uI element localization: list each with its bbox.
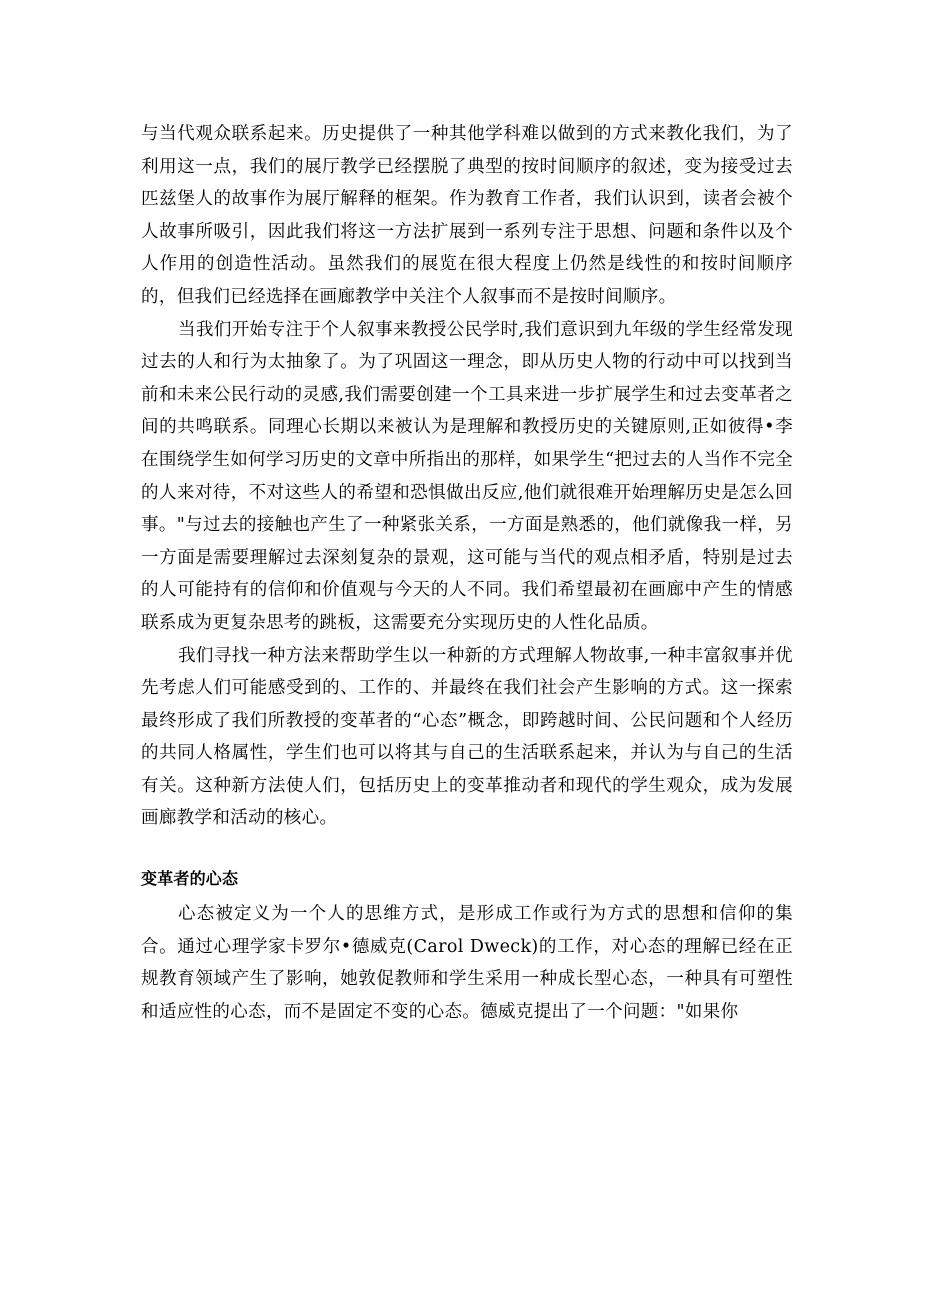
paragraph-continued: 与当代观众联系起来。历史提供了一种其他学科难以做到的方式来教化我们，为了利用这一点，我们的展厅教学已经摆脱了典型的按时间顺序的叙述，变为接受过去匹兹堡人的故事作为展厅解释的框架。作为教育工作者，我们认识到，读者会被个人故事所吸引，因此我们将这一方法扩展到一系列专注于思想、问题和条件以及个人作用的创造性活动。虽然我们的展览在很大程度上仍然是线性的和按时间顺序的，但我们已经选择在画廊教学中关注个人叙事而不是按时间顺序。	[141, 124, 793, 307]
section-heading: 变革者的心态	[141, 869, 239, 889]
paragraph-empathy: 当我们开始专注于个人叙事来教授公民学时,我们意识到九年级的学生经常发现过去的人和行为太抽象了。为了巩固这一理念，即从历史人物的行动中可以找到当前和未来公民行动的灵感,我们需要创建一个工具来进一步扩展学生和过去变革者之间的共鸣联系。同理心长期以来被认为是理解和教授历史的关键原则,正如彼得•李在围绕学生如何学习历史的文章中所指出的那样，如果学生“把过去的人当作不完全的人来对待，不对这些人的希望和恐惧做出反应,他们就很难开始理解历史是怎么回事。"与过去的接触也产生了一种紧张关系，一方面是熟悉的，他们就像我一样，另一方面是需要理解过去深刻复杂的景观，这可能与当代的观点相矛盾，特别是过去的人可能持有的信仰和价值观与今天的人不同。我们希望最初在画廊中产生的情感联系成为更复杂思考的跳板，这需要充分实现历史的人性化品质。	[141, 319, 793, 633]
paragraph-mindset-concept: 我们寻找一种方法来帮助学生以一种新的方式理解人物故事,一种丰富叙事并优先考虑人们可能感受到的、工作的、并最终在我们社会产生影响的方式。这一探索最终形成了我们所教授的变革者的“心态”概念，即跨越时间、公民问题和个人经历的共同人格属性，学生们也可以将其与自己的生活联系起来，并认为与自己的生活有关。这种新方法使人们，包括历史上的变革推动者和现代的学生观众，成为发展画廊教学和活动的核心。	[141, 645, 793, 829]
document-page	[141, 118, 793, 1028]
paragraph-mindset-definition: 心态被定义为一个人的思维方式，是形成工作或行为方式的思想和信仰的集合。通过心理学家卡罗尔•德威克(Carol Dweck)的工作，对心态的理解已经在正规教育领域产生了影响，她敦促教师和学生采用一种成长型心态，一种具有可塑性和适应性的心态，而不是固定不变的心态。德威克提出了一个问题："如果你	[141, 904, 793, 1022]
